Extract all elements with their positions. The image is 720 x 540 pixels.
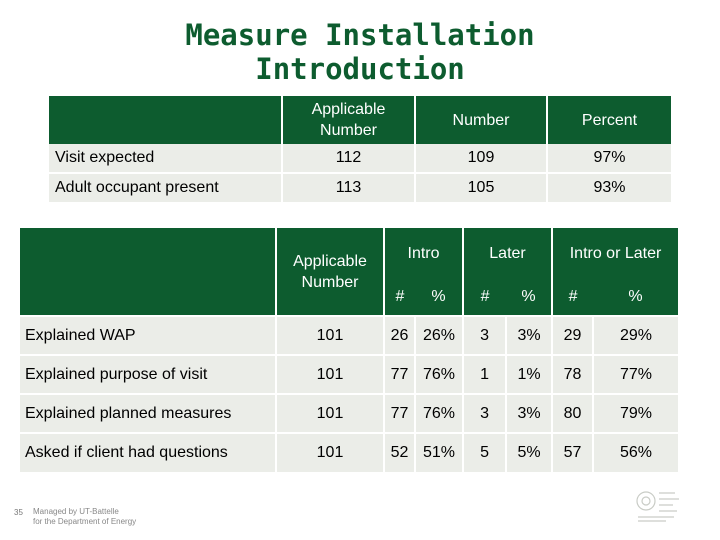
table-row — [49, 173, 671, 202]
later-count-cell: 1 — [463, 355, 506, 394]
footer-line-2: for the Department of Energy — [33, 517, 137, 526]
percent-cell: 97% — [547, 144, 671, 173]
intro-count-cell: 77 — [384, 355, 415, 394]
later-percent-cell: 5% — [506, 433, 552, 472]
either-percent-cell: 56% — [593, 433, 678, 472]
footer-line-1: Managed by UT-Battelle — [33, 507, 119, 516]
row-label: Visit expected — [49, 144, 282, 173]
summary-header-row — [49, 96, 671, 144]
applicable-cell: 101 — [276, 355, 384, 394]
table-row — [49, 144, 671, 173]
applicable-cell: 101 — [276, 394, 384, 433]
summary-header-number: Number — [415, 96, 547, 144]
later-percent-cell: 1% — [506, 355, 552, 394]
intro-count-cell: 52 — [384, 433, 415, 472]
slide-number: 35 — [14, 508, 23, 517]
number-cell: 105 — [415, 173, 547, 202]
group-header-later: Later — [463, 228, 552, 278]
later-percent-cell: 3% — [506, 316, 552, 355]
row-label: Explained planned measures — [20, 394, 276, 433]
summary-header-percent: Percent — [547, 96, 671, 144]
later-count-cell: 5 — [463, 433, 506, 472]
row-label: Adult occupant present — [49, 173, 282, 202]
lab-logo-icon — [633, 487, 705, 527]
subheader-count: # — [384, 278, 415, 316]
slide-title — [0, 18, 720, 86]
applicable-cell: 101 — [276, 316, 384, 355]
subheader-percent: % — [506, 278, 552, 316]
summary-header-applicable: Applicable Number — [282, 96, 415, 144]
either-percent-cell: 79% — [593, 394, 678, 433]
intro-percent-cell: 76% — [415, 355, 463, 394]
table-row — [20, 355, 678, 394]
intro-count-cell: 77 — [384, 394, 415, 433]
either-count-cell: 80 — [552, 394, 593, 433]
later-count-cell: 3 — [463, 316, 506, 355]
later-percent-cell: 3% — [506, 394, 552, 433]
subheader-percent: % — [415, 278, 463, 316]
either-count-cell: 29 — [552, 316, 593, 355]
row-label: Asked if client had questions — [20, 433, 276, 472]
percent-cell: 93% — [547, 173, 671, 202]
applicable-cell: 113 — [282, 173, 415, 202]
title-line-2: Introduction — [255, 52, 465, 86]
summary-table — [49, 96, 671, 202]
header-applicable: Applicable Number — [276, 228, 384, 316]
either-percent-cell: 77% — [593, 355, 678, 394]
group-header-row — [20, 228, 678, 278]
group-header-intro-or-later: Intro or Later — [552, 228, 678, 278]
footer-credit — [33, 507, 136, 527]
table-row — [20, 394, 678, 433]
later-count-cell: 3 — [463, 394, 506, 433]
number-cell: 109 — [415, 144, 547, 173]
title-line-1: Measure Installation — [185, 18, 535, 52]
subheader-count: # — [552, 278, 593, 316]
intro-percent-cell: 76% — [415, 394, 463, 433]
row-label: Explained purpose of visit — [20, 355, 276, 394]
summary-header-blank — [49, 96, 282, 144]
table-row — [20, 433, 678, 472]
subheader-percent: % — [593, 278, 678, 316]
either-percent-cell: 29% — [593, 316, 678, 355]
row-label: Explained WAP — [20, 316, 276, 355]
table-row — [20, 316, 678, 355]
either-count-cell: 57 — [552, 433, 593, 472]
intro-percent-cell: 26% — [415, 316, 463, 355]
applicable-cell: 101 — [276, 433, 384, 472]
either-count-cell: 78 — [552, 355, 593, 394]
group-header-intro: Intro — [384, 228, 463, 278]
intro-count-cell: 26 — [384, 316, 415, 355]
subheader-count: # — [463, 278, 506, 316]
applicable-cell: 112 — [282, 144, 415, 173]
header-blank — [20, 228, 276, 316]
intro-percent-cell: 51% — [415, 433, 463, 472]
introduction-table — [20, 228, 678, 472]
